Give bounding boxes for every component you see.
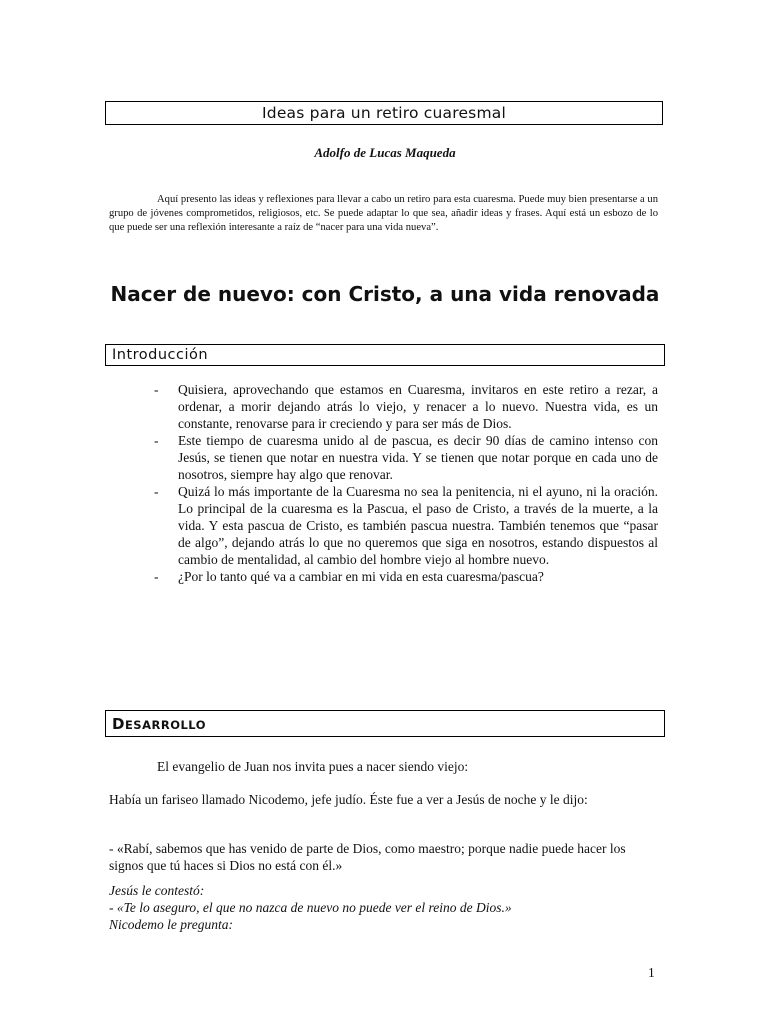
bullet-text: ¿Por lo tanto qué va a cambiar en mi vida en esta cuaresma/pascua? xyxy=(178,569,544,584)
jesus-contesto: Jesús le contestó: xyxy=(109,883,205,898)
bullet-text: Quizá lo más importante de la Cuaresma no sea la penitencia, ni el ayuno, ni la oración. Lo principal de la cuaresma es la Pascua, el paso de Cristo, a través de la muerte, a la vida. Y esta pascua de Cristo, es también pascua nuestra. También tenemos que “pasar de algo”, dejando atrás lo que no queremos que siga en nosotros, estando dispuestos al cambio de mentalidad, al cambio del hombre viejo al hombre nuevo. xyxy=(178,484,658,567)
heading-initial: D xyxy=(112,715,125,733)
jesus-quote: - «Te lo aseguro, el que no nazca de nuevo no puede ver el reino de Dios.» xyxy=(109,900,512,915)
section-heading-desarrollo xyxy=(105,710,665,737)
intro-bullet-list xyxy=(152,381,658,585)
bullet-text: Quisiera, aprovechando que estamos en Cuaresma, invitaros en este retiro a rezar, a ordenar, a morir dejando atrás lo viejo, y renacer a lo nuevo. Nuestra vida, es un constante, renovarse para ir creciendo y para ser más de Dios. xyxy=(178,382,658,431)
section-heading-introduccion: Introducción xyxy=(105,344,665,366)
intro-paragraph: Aquí presento las ideas y reflexiones para llevar a cabo un retiro para esta cuaresma. Puede muy bien presentarse a un grupo de jóvenes comprometidos, religiosos, etc. Se puede adaptar lo que sea, añadir ideas y frases. Aquí está un esbozo de lo que puede ser una reflexión interesante a raíz de “nacer para una vida nueva”. xyxy=(109,194,658,233)
main-heading: Nacer de nuevo: con Cristo, a una vida renovada xyxy=(110,282,660,306)
list-item xyxy=(152,432,658,483)
list-item xyxy=(152,568,658,585)
paragraph-rabi: - «Rabí, sabemos que has venido de parte de Dios, como maestro; porque nadie puede hacer los signos que tú haces si Dios no está con él.» xyxy=(109,841,626,873)
author-name: Adolfo de Lucas Maqueda xyxy=(314,145,456,160)
bullet-dash: - xyxy=(154,569,159,584)
nicodemo-pregunta: Nicodemo le pregunta: xyxy=(109,917,233,932)
bullet-dash: - xyxy=(154,433,159,448)
bullet-text: Este tiempo de cuaresma unido al de pascua, es decir 90 días de camino intenso con Jesús, se tienen que notar en nuestra vida. Y se tienen que notar porque en cada uno de nosotros, siempre hay algo que renovar. xyxy=(178,433,658,482)
document-title: Ideas para un retiro cuaresmal xyxy=(105,101,663,125)
bullet-dash: - xyxy=(154,382,159,397)
desarrollo-intro: El evangelio de Juan nos invita pues a nacer siendo viejo: xyxy=(157,759,469,774)
list-item xyxy=(152,381,658,432)
list-item xyxy=(152,483,658,568)
bullet-dash: - xyxy=(154,484,159,499)
paragraph-nicodemo: Había un fariseo llamado Nicodemo, jefe judío. Éste fue a ver a Jesús de noche y le dijo: xyxy=(109,792,588,807)
page-number: 1 xyxy=(648,965,655,980)
heading-rest: ESARROLLO xyxy=(124,718,206,732)
